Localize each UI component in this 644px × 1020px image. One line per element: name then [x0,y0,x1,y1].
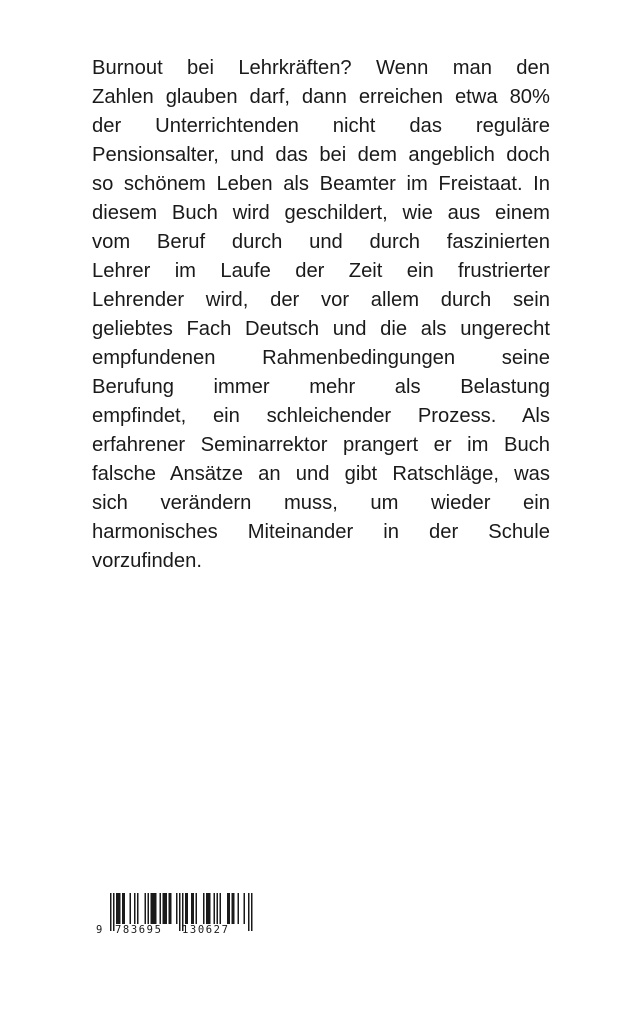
blurb-line: erfahrener Seminarrektor prangert er im Buch [92,434,550,456]
blurb-line: diesem Buch wird geschildert, wie aus einem [92,202,550,224]
back-cover-blurb [92,54,550,576]
barcode-bar [196,893,198,924]
barcode-bar [191,893,193,924]
barcode-bar [118,893,120,924]
blurb-line: harmonisches Miteinander in der Schule [92,521,550,543]
barcode-bar [145,893,147,924]
blurb-line: Lehrender wird, der vor allem durch sein [92,289,550,311]
barcode-bar [151,893,153,924]
barcode-bar [160,893,162,924]
barcode-bar [122,893,124,924]
blurb-line: Lehrer im Laufe der Zeit ein frustrierter [92,260,550,282]
barcode-bar [209,893,211,924]
barcode-bar [238,893,240,924]
barcode-bar [134,893,136,924]
barcode-bar [187,893,189,924]
blurb-line: Berufung immer mehr als Belastung [92,376,550,398]
barcode-bar [152,893,154,924]
barcode-bar [169,893,171,924]
blurb-line: Zahlen glauben darf, dann erreichen etwa 80% [92,86,550,108]
blurb-line: so schönem Leben als Beamter im Freistaat. In [92,173,550,195]
isbn-barcode [96,893,256,941]
blurb-line: vorzufinden. [92,550,202,572]
barcode-bar [233,893,235,924]
blurb-line: falsche Ansätze an und gibt Ratschläge, was [92,463,550,485]
barcode-bar [185,893,187,924]
barcode-bar [154,893,156,924]
barcode-bar [163,893,165,924]
blurb-line: empfundenen Rahmenbedingungen seine [92,347,550,369]
barcode-right-digits: 130627 [182,924,230,936]
barcode-digits [96,924,256,938]
barcode-bar [208,893,210,924]
barcode-bar [176,893,178,924]
barcode-bar [227,893,229,924]
barcode-bar [217,893,219,924]
blurb-line: sich verändern muss, um wieder ein [92,492,550,514]
barcode-bar [116,893,118,924]
blurb-line: Pensionsalter, und das bei dem angeblich doch [92,144,550,166]
blurb-line: vom Beruf durch und durch faszinierten [92,231,550,253]
blurb-line: empfindet, ein schleichender Prozess. Als [92,405,550,427]
barcode-bar [166,893,168,924]
barcode-bar [206,893,208,924]
barcode-bar [203,893,205,924]
barcode-bar [137,893,139,924]
barcode-bar [155,893,157,924]
blurb-line: geliebtes Fach Deutsch und die als ungerecht [92,318,550,340]
barcode-bar [193,893,195,924]
barcode-bar [170,893,172,924]
barcode-bar [119,893,121,924]
barcode-bar [214,893,216,924]
blurb-line: Burnout bei Lehrkräften? Wenn man den [92,57,550,79]
barcode-bar [232,893,234,924]
barcode-bar [229,893,231,924]
barcode-bar [130,893,132,924]
barcode-bar [124,893,126,924]
barcode-left-digits: 783695 [115,924,163,936]
barcode-bar [244,893,246,924]
barcode-bar [164,893,166,924]
blurb-line: der Unterrichtenden nicht das reguläre [92,115,550,137]
barcode-bar [220,893,222,924]
barcode-bar [148,893,150,924]
barcode-prefix-digit: 9 [96,924,103,936]
